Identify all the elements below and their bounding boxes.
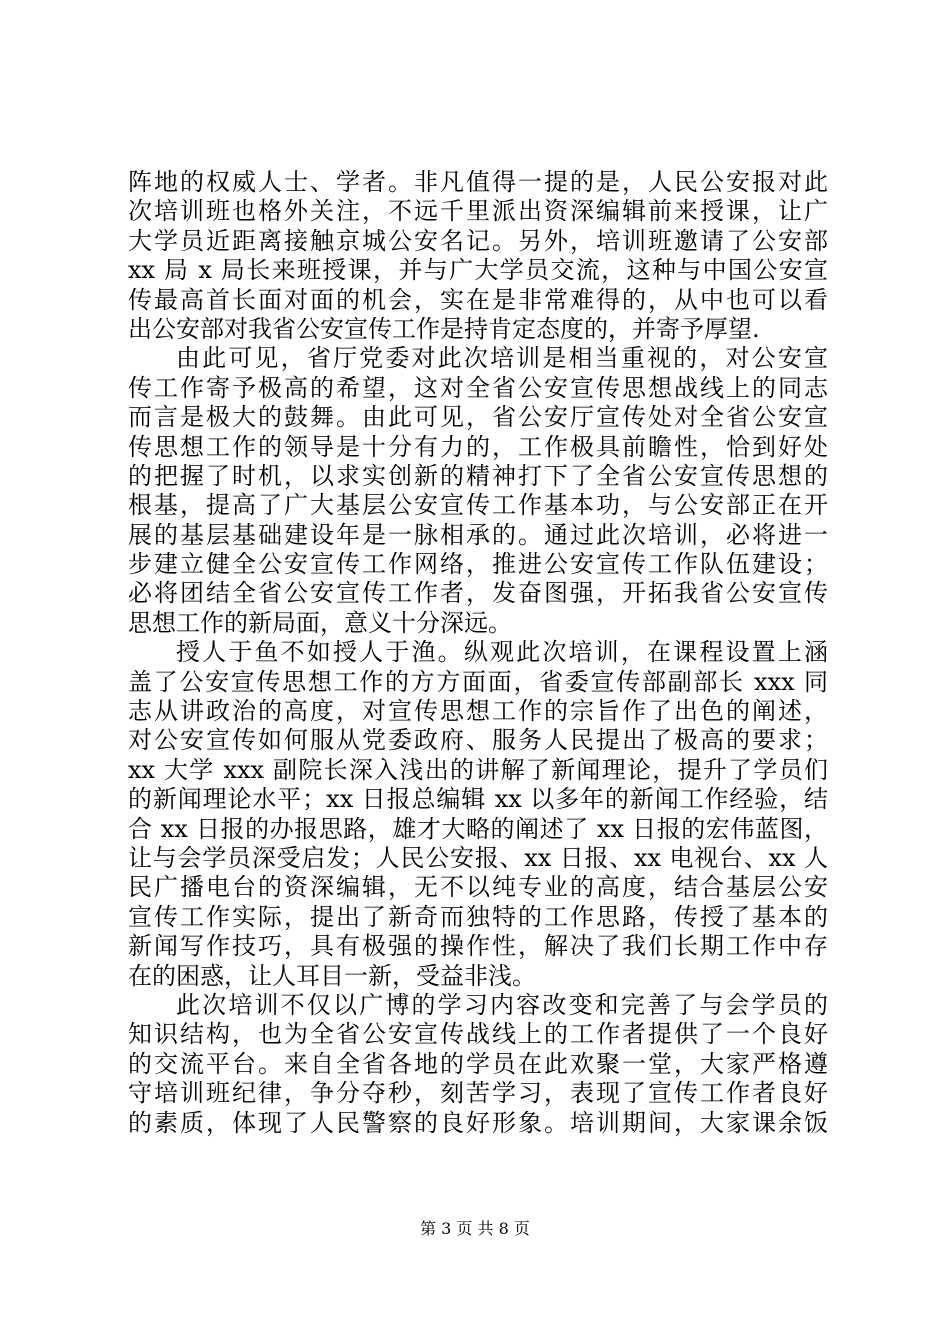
text-line: 的新闻理论水平；xx 日报总编辑 xx 以多年的新闻工作经验，结 (128, 785, 828, 814)
text-line: 而言是极大的鼓舞。由此可见，省公安厅宣传处对全省公安宣 (128, 403, 828, 432)
text-line: 大学员近距离接触京城公安名记。另外，培训班邀请了公安部 (128, 226, 828, 255)
text-line: 的交流平台。来自全省各地的学员在此欢聚一堂，大家严格遵 (128, 1049, 828, 1078)
text-line: 授人于鱼不如授人于渔。纵观此次培训，在课程设置上涵 (176, 638, 828, 667)
paragraph-2 (128, 344, 828, 638)
text-line: 的素质，体现了人民警察的良好形象。培训期间，大家课余饭 (128, 1108, 828, 1137)
text-line: 根基，提高了广大基层公安宣传工作基本功，与公安部正在开 (128, 491, 828, 520)
text-line: 志从讲政治的高度，对宣传思想工作的宗旨作了出色的阐述， (128, 697, 828, 726)
page-number-footer: 第 3 页 共 8 页 (420, 1219, 530, 1238)
text-line: 对公安宣传如何服从党委政府、服务人民提出了极高的要求； (128, 726, 828, 755)
text-line: 此次培训不仅以广博的学习内容改变和完善了与会学员的 (176, 990, 828, 1019)
text-line: 由此可见，省厅党委对此次培训是相当重视的，对公安宣 (176, 344, 828, 373)
text-line: 传最高首长面对面的机会，实在是非常难得的，从中也可以看 (128, 285, 828, 314)
paragraph-3 (128, 638, 828, 991)
text-line: 让与会学员深受启发；人民公安报、xx 日报、xx 电视台、xx 人 (128, 843, 828, 872)
text-line: 次培训班也格外关注，不远千里派出资深编辑前来授课，让广 (128, 197, 828, 226)
text-line: 在的困惑，让人耳目一新，受益非浅。 (128, 961, 536, 990)
text-line: 民广播电台的资深编辑，无不以纯专业的高度，结合基层公安 (128, 873, 828, 902)
paragraph-1 (128, 168, 828, 344)
text-line: 守培训班纪律，争分夺秒，刻苦学习，表现了宣传工作者良好 (128, 1079, 828, 1108)
text-line: 新闻写作技巧，具有极强的操作性，解决了我们长期工作中存 (128, 932, 828, 961)
text-line: 必将团结全省公安宣传工作者，发奋图强，开拓我省公安宣传 (128, 579, 828, 608)
text-line: xx 局 x 局长来班授课，并与广大学员交流，这种与中国公安宣 (128, 256, 828, 285)
text-line: 思想工作的新局面，意义十分深远。 (128, 608, 512, 637)
text-line: 传工作寄予极高的希望，这对全省公安宣传思想战线上的同志 (128, 373, 828, 402)
text-line: 的把握了时机，以求实创新的精神打下了全省公安宣传思想的 (128, 461, 828, 490)
text-line: 宣传工作实际，提出了新奇而独特的工作思路，传授了基本的 (128, 902, 828, 931)
text-line: xx 大学 xxx 副院长深入浅出的讲解了新闻理论，提升了学员们 (128, 755, 828, 784)
text-line: 出公安部对我省公安宣传工作是持肯定态度的，并寄予厚望. (128, 314, 760, 343)
text-line: 展的基层基础建设年是一脉相承的。通过此次培训，必将进一 (128, 520, 828, 549)
text-line: 盖了公安宣传思想工作的方方面面，省委宣传部副部长 xxx 同 (128, 667, 828, 696)
paragraph-4 (128, 991, 828, 1138)
document-body (128, 168, 828, 1138)
text-line: 合 xx 日报的办报思路，雄才大略的阐述了 xx 日报的宏伟蓝图， (128, 814, 828, 843)
text-line: 传思想工作的领导是十分有力的，工作极具前瞻性，恰到好处 (128, 432, 828, 461)
text-line: 知识结构，也为全省公安宣传战线上的工作者提供了一个良好 (128, 1020, 828, 1049)
text-line: 步建立健全公安宣传工作网络，推进公安宣传工作队伍建设； (128, 550, 828, 579)
text-line: 阵地的权威人士、学者。非凡值得一提的是，人民公安报对此 (128, 168, 828, 196)
